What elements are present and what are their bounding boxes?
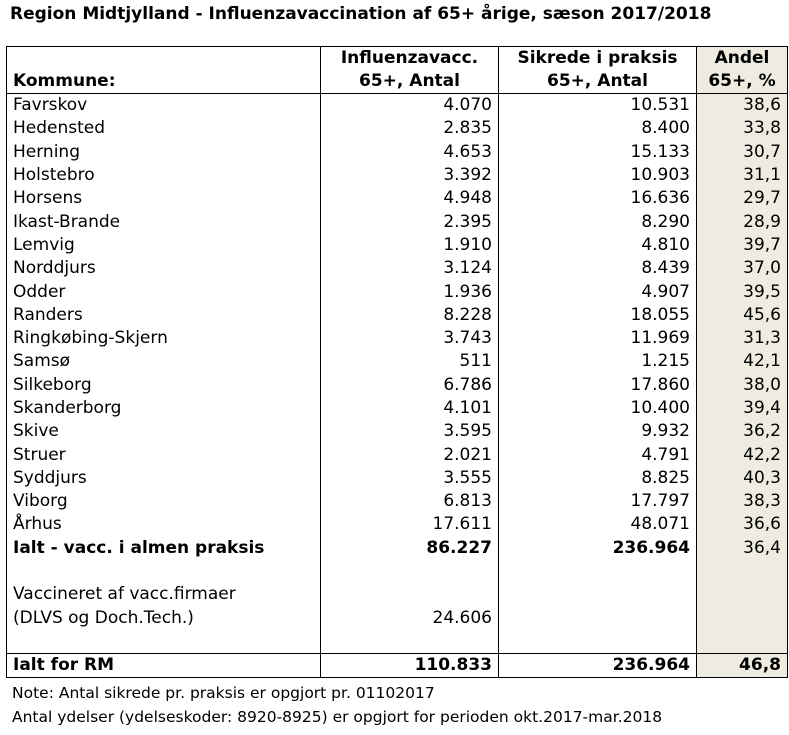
spacer-row [7,630,788,654]
sikrede-cell: 10.903 [499,164,697,187]
vacc-cell: 1.936 [321,280,499,303]
andel-cell: 40,3 [697,467,788,490]
firms-empty [321,583,499,606]
kommune-cell: Favrskov [7,94,321,118]
firms-empty [697,607,788,630]
kommune-cell: Norddjurs [7,257,321,280]
subtotal-sikrede: 236.964 [499,537,697,560]
vacc-cell: 511 [321,350,499,373]
kommune-cell: Ikast-Brande [7,210,321,233]
vacc-cell: 4.653 [321,141,499,164]
header-influenzavacc [321,47,499,94]
sikrede-cell: 4.810 [499,234,697,257]
header-influenzavacc-line1: Influenzavacc. [340,48,479,68]
sikrede-cell: 48.071 [499,513,697,536]
header-andel-line1: Andel [714,48,770,68]
table-row [7,164,788,187]
total-andel: 46,8 [697,654,788,678]
kommune-cell: Lemvig [7,234,321,257]
note-line-2: Antal ydelser (ydelseskoder: 8920-8925) er opgjort for perioden okt.2017-mar.2018 [12,708,663,726]
andel-cell: 45,6 [697,304,788,327]
andel-cell: 39,5 [697,280,788,303]
table-row [7,304,788,327]
table-row [7,350,788,373]
table-row [7,280,788,303]
header-row [7,47,788,94]
sikrede-cell: 11.969 [499,327,697,350]
vacc-cell: 4.948 [321,187,499,210]
table-title: Region Midtjylland - Influenzavaccination af 65+ årige, sæson 2017/2018 [10,4,712,24]
table-row [7,94,788,118]
header-sikrede-line1: Sikrede i praksis [517,48,678,68]
table-row [7,397,788,420]
kommune-cell: Holstebro [7,164,321,187]
kommune-cell: Viborg [7,490,321,513]
andel-cell: 28,9 [697,210,788,233]
sikrede-cell: 10.400 [499,397,697,420]
table-row [7,327,788,350]
sikrede-cell: 17.860 [499,374,697,397]
vacc-cell: 3.392 [321,164,499,187]
sikrede-cell: 8.825 [499,467,697,490]
firms-label-line1: Vaccineret af vacc.firmaer [7,583,321,606]
kommune-cell: Syddjurs [7,467,321,490]
table-row [7,257,788,280]
header-influenzavacc-line2: 65+, Antal [359,71,460,91]
andel-cell: 36,6 [697,513,788,536]
kommune-cell: Struer [7,443,321,466]
table-row [7,141,788,164]
firms-row-1 [7,583,788,606]
sikrede-cell: 8.439 [499,257,697,280]
subtotal-label: Ialt - vacc. i almen praksis [7,537,321,560]
vacc-cell: 2.021 [321,443,499,466]
sikrede-cell: 8.290 [499,210,697,233]
firms-empty [499,583,697,606]
vacc-cell: 4.070 [321,94,499,118]
total-sikrede: 236.964 [499,654,697,678]
spacer-cell [321,560,499,583]
spacer-cell [499,630,697,654]
andel-cell: 42,1 [697,350,788,373]
table-row [7,210,788,233]
sikrede-cell: 1.215 [499,350,697,373]
kommune-cell: Odder [7,280,321,303]
table-row [7,467,788,490]
total-vacc: 110.833 [321,654,499,678]
sikrede-cell: 15.133 [499,141,697,164]
firms-row-2 [7,607,788,630]
firms-vacc: 24.606 [321,607,499,630]
table-row [7,490,788,513]
sikrede-cell: 16.636 [499,187,697,210]
kommune-cell: Herning [7,141,321,164]
table-row [7,513,788,536]
sikrede-cell: 17.797 [499,490,697,513]
header-kommune-label: Kommune: [13,71,116,91]
spacer-cell [7,630,321,654]
kommune-cell: Silkeborg [7,374,321,397]
table-row [7,234,788,257]
sikrede-cell: 4.907 [499,280,697,303]
table-row [7,420,788,443]
vacc-cell: 2.835 [321,117,499,140]
vacc-cell: 6.786 [321,374,499,397]
vacc-cell: 17.611 [321,513,499,536]
sikrede-cell: 8.400 [499,117,697,140]
firms-empty [697,583,788,606]
vacc-cell: 3.743 [321,327,499,350]
andel-cell: 29,7 [697,187,788,210]
andel-cell: 38,6 [697,94,788,118]
spacer-cell [321,630,499,654]
spacer-cell [697,630,788,654]
firms-empty [499,607,697,630]
firms-label-line2: (DLVS og Doch.Tech.) [7,607,321,630]
sikrede-cell: 18.055 [499,304,697,327]
vacc-cell: 8.228 [321,304,499,327]
vacc-cell: 3.595 [321,420,499,443]
kommune-cell: Skanderborg [7,397,321,420]
table-row [7,374,788,397]
header-sikrede-line2: 65+, Antal [547,71,648,91]
sikrede-cell: 4.791 [499,443,697,466]
vacc-cell: 6.813 [321,490,499,513]
kommune-cell: Samsø [7,350,321,373]
vaccination-table [6,46,788,678]
header-sikrede [499,47,697,94]
header-andel-line2: 65+, % [708,71,776,91]
spacer-cell [697,560,788,583]
andel-cell: 42,2 [697,443,788,466]
table-row [7,117,788,140]
note-line-1: Note: Antal sikrede pr. praksis er opgjort pr. 01102017 [12,684,435,702]
andel-cell: 38,0 [697,374,788,397]
subtotal-vacc: 86.227 [321,537,499,560]
table-row [7,187,788,210]
andel-cell: 38,3 [697,490,788,513]
subtotal-row [7,537,788,560]
andel-cell: 30,7 [697,141,788,164]
spacer-cell [7,560,321,583]
andel-cell: 33,8 [697,117,788,140]
vacc-cell: 2.395 [321,210,499,233]
sikrede-cell: 9.932 [499,420,697,443]
spacer-row [7,560,788,583]
vacc-cell: 1.910 [321,234,499,257]
sikrede-cell: 10.531 [499,94,697,118]
vacc-cell: 4.101 [321,397,499,420]
header-andel [697,47,788,94]
andel-cell: 39,7 [697,234,788,257]
vacc-cell: 3.555 [321,467,499,490]
table-row [7,443,788,466]
total-row [7,654,788,678]
andel-cell: 36,2 [697,420,788,443]
kommune-cell: Skive [7,420,321,443]
andel-cell: 39,4 [697,397,788,420]
vacc-cell: 3.124 [321,257,499,280]
kommune-cell: Århus [7,513,321,536]
spacer-cell [499,560,697,583]
andel-cell: 31,3 [697,327,788,350]
subtotal-andel: 36,4 [697,537,788,560]
total-label: Ialt for RM [7,654,321,678]
kommune-cell: Ringkøbing-Skjern [7,327,321,350]
header-kommune [7,47,321,94]
kommune-cell: Randers [7,304,321,327]
kommune-cell: Horsens [7,187,321,210]
andel-cell: 37,0 [697,257,788,280]
andel-cell: 31,1 [697,164,788,187]
kommune-cell: Hedensted [7,117,321,140]
